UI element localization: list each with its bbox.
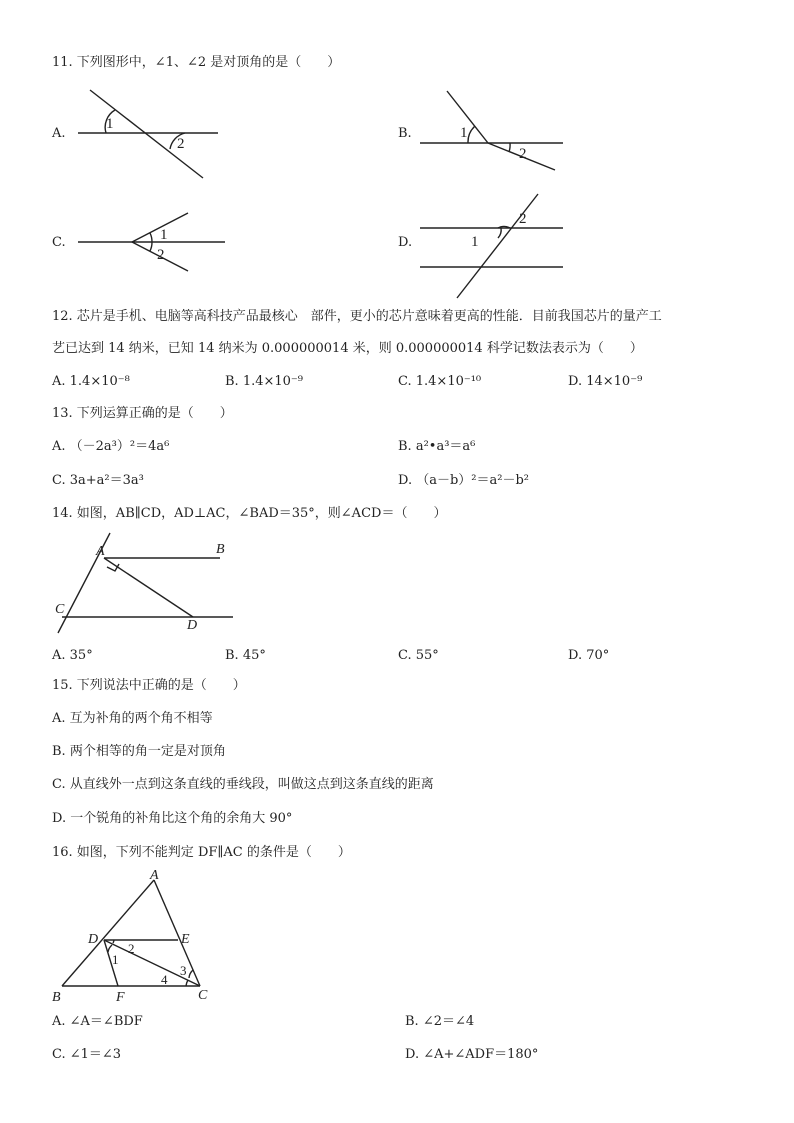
q12-option-b: B. 1.4×10⁻⁹ — [225, 374, 303, 389]
q16-option-a: A. ∠A＝∠BDF — [52, 1014, 143, 1029]
q16-angle-3: 3 — [180, 963, 187, 978]
q12-stem-line-1: 12. 芯片是手机、电脑等高科技产品最核心 部件，更小的芯片意味着更高的性能．目前我国芯片的量产工 — [52, 309, 662, 324]
q11-b-angle-2: 2 — [519, 146, 527, 162]
q12-stem-line-2: 艺已达到 14 纳米，已知 14 纳米为 0.000000014 米，则 0.000000014 科学记数法表示为（ ） — [52, 341, 643, 356]
q11-option-d-label: D. — [398, 235, 413, 250]
q11-figure-d — [415, 192, 575, 300]
q16-option-b: B. ∠2＝∠4 — [405, 1014, 475, 1029]
q12-option-c: C. 1.4×10⁻¹⁰ — [398, 374, 482, 389]
q11-stem: 11. 下列图形中，∠1、∠2 是对顶角的是（ ） — [52, 55, 341, 70]
q11-figure-b — [415, 88, 575, 183]
q15-option-a: A. 互为补角的两个角不相等 — [52, 711, 213, 726]
q13-option-b: B. a²•a³＝a⁶ — [398, 439, 476, 454]
q11-option-a-label: A. — [52, 126, 66, 141]
q16-option-d: D. ∠A+∠ADF＝180° — [405, 1047, 539, 1062]
q16-point-c: C — [198, 988, 208, 1003]
q14-option-a: A. 35° — [52, 648, 93, 663]
q13-option-c: C. 3a+a²＝3a³ — [52, 473, 144, 488]
q16-option-c: C. ∠1＝∠3 — [52, 1047, 122, 1062]
q12-option-a: A. 1.4×10⁻⁸ — [52, 374, 130, 389]
q11-d-angle-1: 1 — [471, 234, 479, 250]
q13-option-d: D. （a－b）²＝a²－b² — [398, 473, 530, 488]
q16-stem: 16. 如图，下列不能判定 DF∥AC 的条件是（ ） — [52, 845, 351, 860]
q14-figure — [50, 530, 240, 640]
q16-figure — [50, 868, 220, 1008]
q16-point-b: B — [52, 990, 61, 1005]
q11-b-angle-1: 1 — [460, 125, 468, 141]
q15-stem: 15. 下列说法中正确的是（ ） — [52, 678, 246, 693]
q11-figure-a — [70, 88, 230, 183]
q14-point-b: B — [216, 542, 225, 557]
q16-point-f: F — [116, 990, 125, 1005]
q11-c-angle-2: 2 — [157, 247, 165, 263]
q14-stem: 14. 如图，AB∥CD，AD⊥AC，∠BAD＝35°，则∠ACD＝（ ） — [52, 506, 447, 521]
q11-option-b-label: B. — [398, 126, 412, 141]
q15-option-c: C. 从直线外一点到这条直线的垂线段，叫做这点到这条直线的距离 — [52, 777, 434, 792]
q14-option-c: C. 55° — [398, 648, 439, 663]
q14-option-d: D. 70° — [568, 648, 610, 663]
q16-point-a: A — [150, 868, 159, 883]
q15-option-d: D. 一个锐角的补角比这个角的余角大 90° — [52, 811, 293, 826]
q16-angle-4: 4 — [161, 972, 168, 987]
q16-angle-1: 1 — [112, 952, 119, 967]
q14-point-d: D — [187, 618, 198, 633]
q15-option-b: B. 两个相等的角一定是对顶角 — [52, 744, 226, 759]
q16-point-d: D — [88, 932, 99, 947]
q14-option-b: B. 45° — [225, 648, 266, 663]
q14-point-a: A — [96, 544, 105, 559]
q12-option-d: D. 14×10⁻⁹ — [568, 374, 643, 389]
q11-a-angle-2: 2 — [177, 136, 185, 152]
q11-a-angle-1: 1 — [106, 116, 114, 132]
q11-c-angle-1: 1 — [160, 227, 168, 243]
q14-point-c: C — [55, 602, 65, 617]
q16-angle-2: 2 — [128, 941, 135, 956]
q16-point-e: E — [181, 932, 190, 947]
q11-figure-c — [70, 205, 230, 275]
q11-option-c-label: C. — [52, 235, 66, 250]
q11-d-angle-2: 2 — [519, 211, 527, 227]
q13-stem: 13. 下列运算正确的是（ ） — [52, 406, 233, 421]
q13-option-a: A. （－2a³）²＝4a⁶ — [52, 439, 170, 454]
